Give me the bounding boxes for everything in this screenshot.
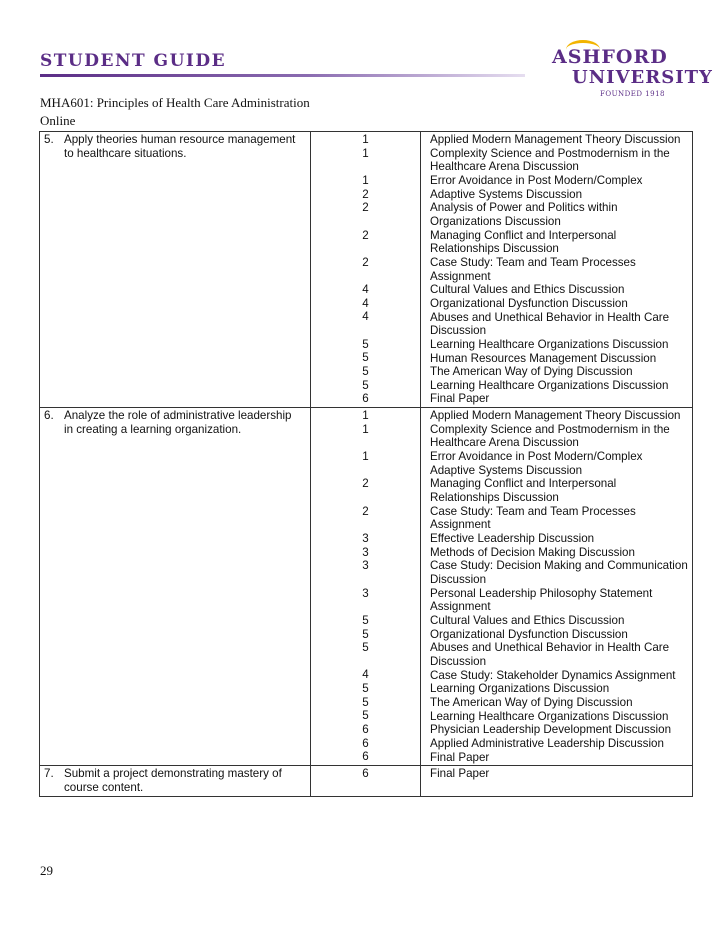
activity-item: Analysis of Power and Politics within Organizations Discussion: [430, 201, 618, 228]
guide-title: STUDENT GUIDE: [40, 51, 227, 71]
week-number: 5: [362, 682, 369, 696]
activity-item: Managing Conflict and Interpersonal Relationships Discussion: [430, 228, 617, 256]
week-number: 5: [362, 709, 369, 723]
outcome-cell: [40, 132, 311, 408]
activity-item: Applied Modern Management Theory Discussion: [430, 133, 681, 146]
activity-item: Complexity Science and Postmodernism in the Healthcare Arena Discussion: [430, 422, 670, 450]
week-number: 3: [362, 559, 369, 573]
week-cell: [311, 132, 421, 408]
activity-item: Case Study: Stakeholder Dynamics Assignment: [430, 668, 676, 682]
activity-item: Case Study: Team and Team Processes Assignment: [430, 504, 636, 532]
logo-line2: UNIVERSITY: [572, 67, 713, 88]
activity-item: Adaptive Systems Discussion: [430, 187, 583, 201]
activity-item: Applied Administrative Leadership Discussion: [430, 736, 664, 750]
activity-item: Learning Healthcare Organizations Discussion: [430, 378, 669, 392]
activity-cell: [421, 408, 693, 766]
outcome-cell: [40, 408, 311, 766]
activity-item: Complexity Science and Postmodernism in the Healthcare Arena Discussion: [430, 146, 670, 174]
week-cell: [311, 408, 421, 766]
week-number: 5: [362, 613, 369, 627]
week-number: 6: [362, 723, 369, 737]
activity-item: Physician Leadership Development Discussion: [430, 723, 672, 737]
course-mode: Online: [40, 113, 76, 128]
activity-item: Methods of Decision Making Discussion: [430, 545, 635, 559]
week-number: 1: [362, 450, 369, 464]
week-cell: [311, 766, 421, 796]
activity-item: Learning Healthcare Organizations Discussion: [430, 709, 669, 723]
activity-item: Final Paper: [430, 750, 490, 764]
outcome-text: Submit a project demonstrating mastery of course content.: [64, 767, 282, 794]
activity-item: Error Avoidance in Post Modern/Complex Adaptive Systems Discussion: [430, 450, 643, 477]
week-number: 2: [362, 477, 369, 491]
week-number: 4: [362, 283, 369, 297]
activity-item: Effective Leadership Discussion: [430, 532, 595, 546]
week-number: 6: [362, 392, 369, 406]
week-number: 5: [362, 365, 369, 379]
activity-item: Organizational Dysfunction Discussion: [430, 296, 628, 310]
outcome-number: 7.: [44, 767, 54, 781]
week-number: 4: [362, 310, 369, 324]
activity-item: Cultural Values and Ethics Discussion: [430, 613, 625, 627]
activity-item: Organizational Dysfunction Discussion: [430, 627, 628, 641]
week-number: 1: [362, 133, 369, 146]
header-rule: [40, 74, 525, 77]
outcome-number: 5.: [44, 133, 54, 146]
activity-item: Cultural Values and Ethics Discussion: [430, 283, 625, 297]
week-number: 1: [362, 422, 369, 436]
outcomes-table-body: [40, 132, 693, 797]
week-number: 5: [362, 641, 369, 655]
activity-item: Abuses and Unethical Behavior in Health Care Discussion: [430, 310, 670, 338]
week-number: 2: [362, 228, 369, 242]
week-number: 5: [362, 695, 369, 709]
outcome-text: Analyze the role of administrative leadership in creating a learning organization.: [64, 409, 292, 436]
activity-item: Case Study: Team and Team Processes Assignment: [430, 255, 636, 283]
week-number: 2: [362, 201, 369, 215]
outcomes-table: [39, 131, 693, 797]
week-number: 3: [362, 531, 369, 545]
outcome-cell: [40, 766, 311, 796]
week-number: 6: [362, 767, 369, 781]
week-number: 2: [362, 255, 369, 269]
week-number: 5: [362, 627, 369, 641]
activity-item: Final Paper: [430, 392, 490, 406]
week-number: 3: [362, 586, 369, 600]
activity-item: Error Avoidance in Post Modern/Complex: [430, 173, 643, 187]
activity-item: Abuses and Unethical Behavior in Health Care Discussion: [430, 641, 670, 668]
logo-founded: FOUNDED 1918: [600, 90, 665, 98]
week-number: 3: [362, 545, 369, 559]
table-row: [40, 132, 693, 408]
activity-cell: [421, 132, 693, 408]
logo-line1: ASHFORD: [552, 46, 668, 68]
activity-item: Case Study: Decision Making and Communication Discussion: [430, 559, 688, 586]
week-number: 1: [362, 146, 369, 160]
week-number: 1: [362, 409, 369, 423]
week-number: 5: [362, 337, 369, 351]
week-number: 6: [362, 750, 369, 764]
activity-item: Managing Conflict and Interpersonal Relationships Discussion: [430, 477, 617, 505]
outcome-number: 6.: [44, 409, 54, 423]
week-number: 4: [362, 296, 369, 310]
week-number: 4: [362, 668, 369, 682]
activity-item: Personal Leadership Philosophy Statement Assignment: [430, 586, 653, 614]
activity-item: Learning Organizations Discussion: [430, 682, 610, 696]
table-row: [40, 408, 693, 766]
activity-item: The American Way of Dying Discussion: [430, 695, 633, 709]
week-number: 1: [362, 173, 369, 187]
activity-item: The American Way of Dying Discussion: [430, 365, 633, 379]
table-row: [40, 766, 693, 796]
week-number: 6: [362, 736, 369, 750]
page-number: 29: [40, 863, 53, 878]
week-number: 5: [362, 351, 369, 365]
week-number: 2: [362, 187, 369, 201]
university-logo: [552, 46, 713, 102]
week-number: 2: [362, 504, 369, 518]
activity-item: Learning Healthcare Organizations Discussion: [430, 337, 669, 351]
activity-cell: [421, 766, 693, 796]
week-number: 5: [362, 378, 369, 392]
outcome-text: Apply theories human resource management to healthcare situations.: [64, 133, 296, 160]
activity-item: Final Paper: [430, 767, 490, 781]
activity-item: Applied Modern Management Theory Discussion: [430, 409, 681, 423]
activity-item: Human Resources Management Discussion: [430, 351, 657, 365]
course-title: MHA601: Principles of Health Care Administration: [40, 95, 310, 110]
